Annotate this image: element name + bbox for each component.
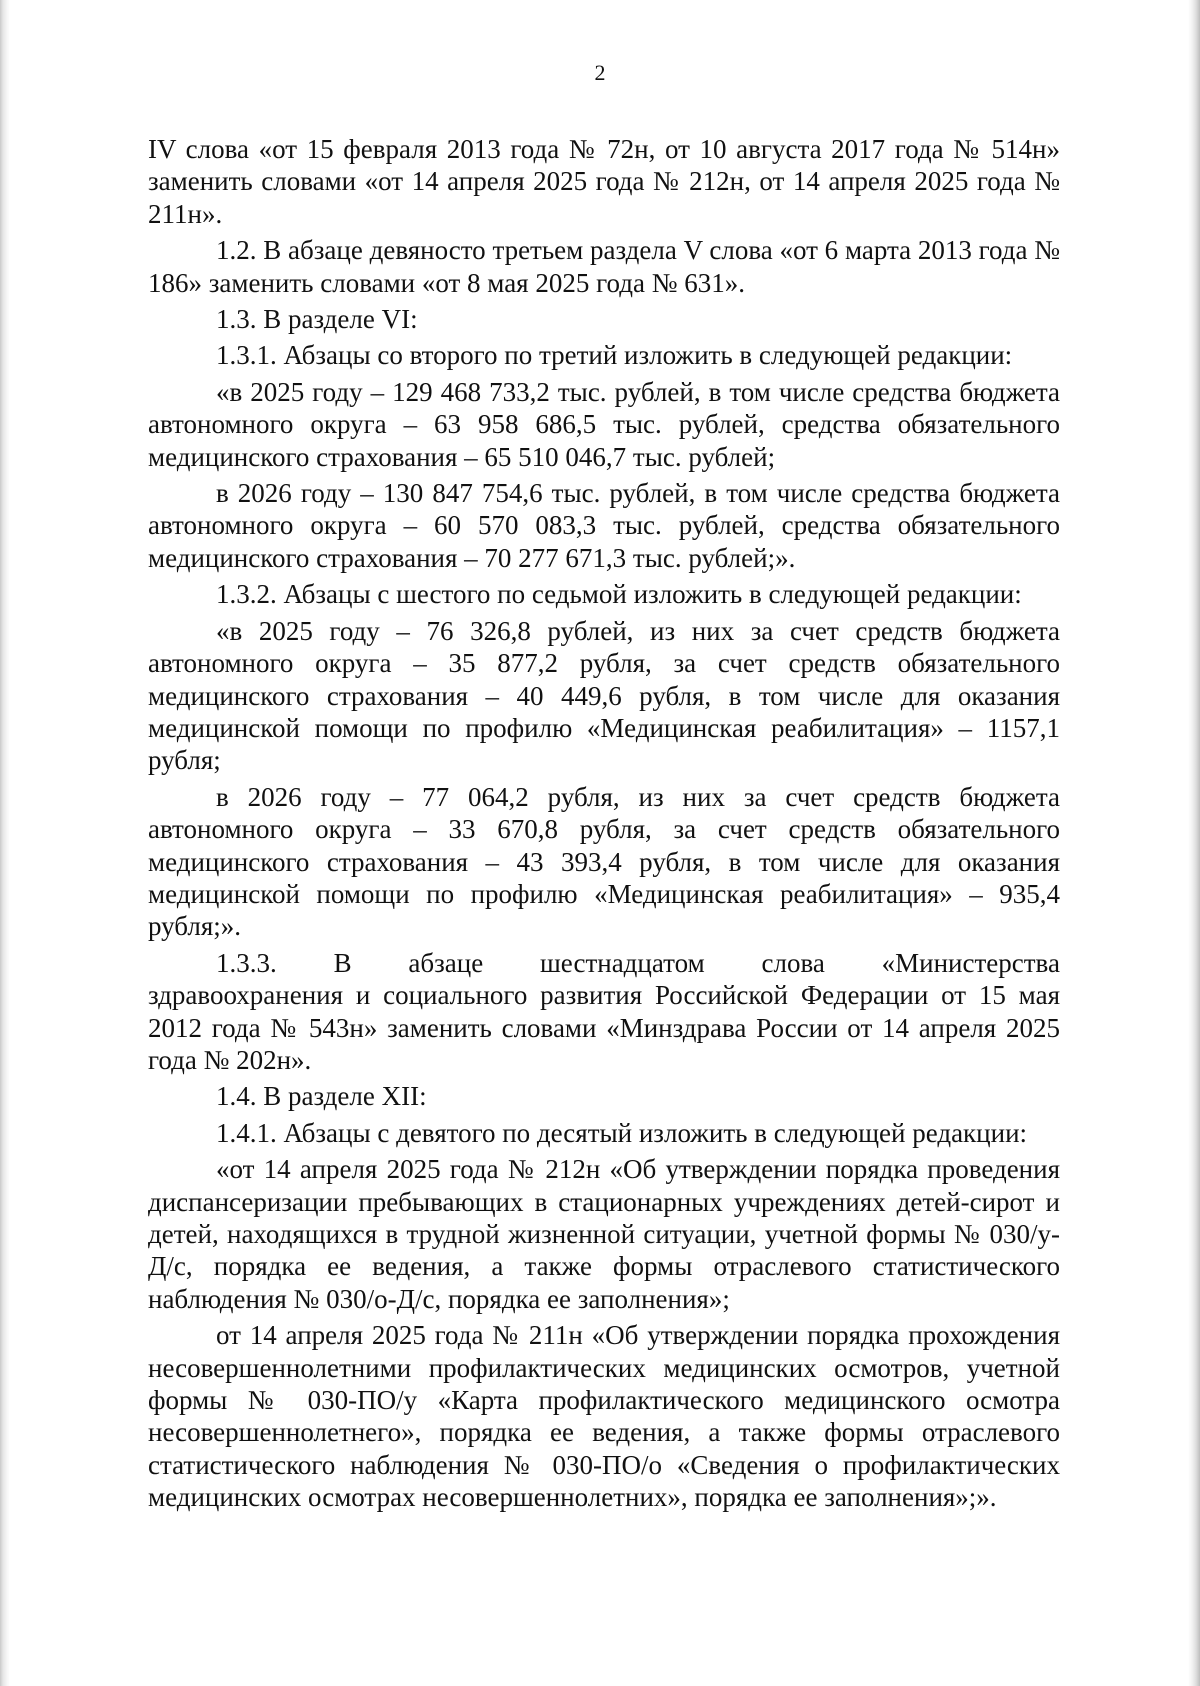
- split-word: 1.3.3.: [216, 947, 277, 978]
- paragraph-1-3-2: 1.3.2. Абзацы с шестого по седьмой изложить в следующей редакции:: [216, 579, 1022, 610]
- paragraph-1-3-1: 1.3.1. Абзацы со второго по третий изложить в следующей редакции:: [216, 340, 1013, 371]
- paragraph-1-4-1: 1.4.1. Абзацы с девятого по десятый изложить в следующей редакции:: [216, 1117, 1028, 1148]
- paragraph-1-3-3-first-line: [148, 947, 1060, 979]
- quote-order-211n: от 14 апреля 2025 года № 211н «Об утверждении порядка прохождения несовершеннолетними профилактических медицинских осмотров, учетной формы № 030-ПО/у «Карта профилактического медицинского осмотра несовершеннолетнего», порядка ее ведения, а также формы отраслевого статистического наблюдения № 030-ПО/о «Сведения о профилактических медицинских осмотрах несовершеннолетних», порядка ее заполнения»;».: [148, 1320, 1060, 1513]
- paragraph-continuation-iv: IV слова «от 15 февраля 2013 года № 72н, от 10 августа 2017 года № 514н» заменить словами «от 14 апреля 2025 года № 212н, от 14 апреля 2025 года № 211н».: [148, 134, 1060, 229]
- paragraph-1-3: 1.3. В разделе VI:: [216, 304, 418, 335]
- scan-edge-right: [1188, 0, 1200, 1686]
- paragraph-1-2: 1.2. В абзаце девяносто третьем раздела V слова «от 6 марта 2013 года № 186» заменить словами «от 8 мая 2025 года № 631».: [148, 235, 1060, 298]
- paragraph-1-4: 1.4. В разделе XII:: [216, 1081, 427, 1112]
- quote-2025-per-capita: «в 2025 году – 76 326,8 рублей, из них за счет средств бюджета автономного округа – 35 877,2 рубля, за счет средств обязательного медицинского страхования – 40 449,6 рубля, в том числе для оказания медицинской помощи по профилю «Медицинская реабилитация» – 1157,1 рубля;: [148, 615, 1060, 776]
- paragraph-1-3-3-rest: здравоохранения и социального развития Российской Федерации от 15 мая 2012 года № 543н» заменить словами «Минздрава России от 14 апреля 2025 года № 202н».: [148, 980, 1060, 1075]
- quote-2026-per-capita: в 2026 году – 77 064,2 рубля, из них за счет средств бюджета автономного округа – 33 670,8 рубля, за счет средств обязательного медицинского страхования – 43 393,4 рубля, в том числе для оказания медицинской помощи по профилю «Медицинская реабилитация» – 935,4 рубля;».: [148, 781, 1060, 942]
- quote-2026-budget: в 2026 году – 130 847 754,6 тыс. рублей, в том числе средства бюджета автономного округа – 60 570 083,3 тыс. рублей, средства обязательного медицинского страхования – 70 277 671,3 тыс. рублей;».: [148, 478, 1060, 573]
- split-word: «Министерства: [881, 947, 1060, 978]
- page-number: 2: [594, 60, 606, 85]
- scan-edge-left: [0, 0, 10, 1686]
- quote-2025-budget: «в 2025 году – 129 468 733,2 тыс. рублей, в том числе средства бюджета автономного округа – 63 958 686,5 тыс. рублей, средства обязательного медицинского страхования – 65 510 046,7 тыс. рублей;: [148, 376, 1060, 472]
- quote-order-212n: «от 14 апреля 2025 года № 212н «Об утверждении порядка проведения диспансеризации пребывающих в стационарных учреждениях детей-сирот и детей, находящихся в трудной жизненной ситуации, учетной формы № 030/у-Д/с, порядка ее ведения, а также формы отраслевого статистического наблюдения № 030/о-Д/с, порядка ее заполнения»;: [148, 1154, 1060, 1314]
- split-word: абзаце: [408, 947, 484, 978]
- split-word: шестнадцатом: [540, 947, 705, 978]
- split-word: В: [333, 947, 352, 978]
- document-body: [148, 133, 1060, 1514]
- split-word: слова: [761, 947, 825, 978]
